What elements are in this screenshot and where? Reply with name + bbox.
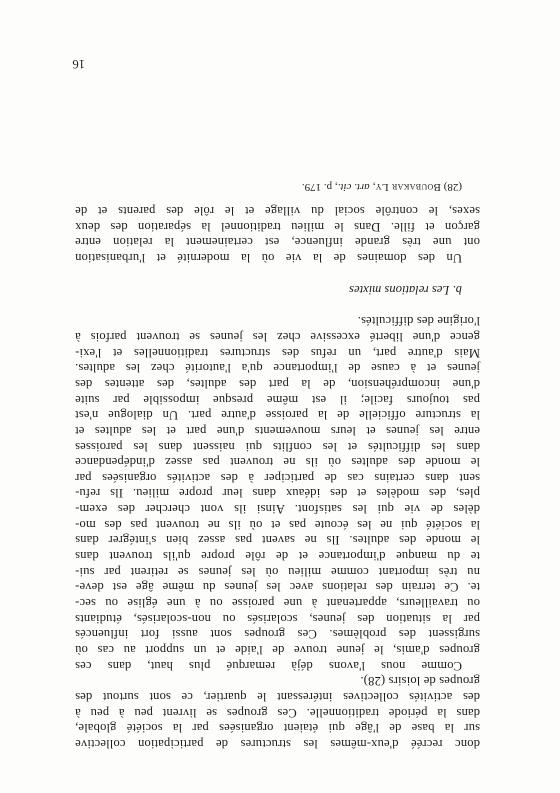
footnote-reference: art. cit., bbox=[334, 181, 370, 194]
text-line: donc recréé d'eux-mêmes les structures de participation collective bbox=[75, 737, 480, 751]
paragraph-3 bbox=[75, 202, 480, 265]
text-line: groupes d'amis, le jeune trouve de l'aide et un support au cas où bbox=[75, 643, 480, 658]
text-line: dans les difficultés et les conflits qui naissent dans les paroisses bbox=[75, 439, 480, 454]
text-line: ou travailleurs, appartenant à une paroisse ou à une église ou sec- bbox=[75, 596, 480, 611]
text-line: Mais d'autre part, un refus des structures traditionnelles et l'exi- bbox=[75, 345, 480, 360]
text-line: groupes de loisirs (28). bbox=[360, 674, 480, 689]
paragraph-2 bbox=[75, 313, 480, 673]
text-line: Un des domaines de la vie où la modernité et l'urbanisation bbox=[75, 250, 462, 265]
text-line: Comme nous l'avons déjà remarqué plus haut, dans ces bbox=[75, 658, 462, 673]
text-line: sur la base de l'âge qui étaient organisées par la société globale, bbox=[75, 721, 480, 736]
text-line: ples, des modèles et des idéaux dans leur propre milieu. Ils refu- bbox=[75, 486, 480, 501]
text-line: des activités collectives intéressant le quartier, ce sont surtout des bbox=[75, 690, 480, 705]
text-line: entre les jeunes et leurs mouvements d'une part et les adultes et bbox=[75, 423, 480, 438]
text-line: te du manque d'importance et de rôle propre qu'ils trouvent dans bbox=[75, 549, 480, 564]
text-line: ont une très grande influence, est certainement la relation entre bbox=[75, 235, 480, 250]
spacer bbox=[75, 297, 480, 313]
text-line: surgissent des problèmes. Ces groupes sont aussi fort influencés bbox=[75, 627, 480, 642]
spacer bbox=[75, 265, 480, 281]
text-line: te. Ce terrain des relations avec les jeunes du même âge est deve- bbox=[75, 580, 480, 595]
text-line: le monde des adultes. Ils ne savent pas assez bien s'intégrer dans bbox=[75, 533, 480, 548]
text-line: sent dans certains cas de participer à des activités organisées par bbox=[75, 470, 480, 485]
section-heading: b. Les relations mixtes bbox=[349, 282, 462, 297]
footnote-number: (28) bbox=[443, 181, 462, 194]
footnote bbox=[75, 180, 480, 194]
text-line: gence d'une liberté excessive chez les jeunes se trouvent parfois à bbox=[75, 329, 480, 344]
text-line: dèles de vie qui les satisfont. Ainsi ils vont chercher des exem- bbox=[75, 502, 480, 517]
page-number: 16 bbox=[72, 57, 85, 71]
text-line: garçon et fille. Dans le milieu traditionnel la séparation des deux bbox=[75, 219, 480, 234]
footnote-author: Boubakar Ly, bbox=[372, 181, 441, 194]
text-line: pas toujours facile; il est même presque impossible par suite bbox=[75, 392, 480, 407]
paragraph-1 bbox=[75, 673, 480, 751]
text-line: le monde des adultes où ils ne trouvent pas assez d'indépendance bbox=[75, 455, 480, 470]
footnote-page: p. 179. bbox=[301, 181, 333, 194]
text-line: jeunes et à cause de l'importance qu'a l'autorité chez les adultes. bbox=[75, 361, 480, 376]
text-line: par la situation des jeunes, scolarisés ou non-scolarisés, étudiants bbox=[75, 611, 480, 626]
page-content bbox=[75, 180, 480, 751]
text-line: dans la période traditionnelle. Ces groupes se livrent peu à peu à bbox=[75, 705, 480, 720]
text-line: d'une incompréhension, de la part des adultes, des attentes des bbox=[75, 376, 480, 391]
text-line: l'origine des difficultés. bbox=[357, 314, 480, 329]
text-line: sexes, le contrôle social du village et le rôle des parents et de bbox=[75, 204, 480, 218]
text-line: la société qui ne les écoute pas et où ils ne trouvent pas des mo- bbox=[75, 517, 480, 532]
text-line: nu très important comme milieu où les jeunes se retirent par sui- bbox=[75, 564, 480, 579]
text-line: la structure officielle de la paroisse d'autre part. Un dialogue n'est bbox=[75, 408, 480, 423]
